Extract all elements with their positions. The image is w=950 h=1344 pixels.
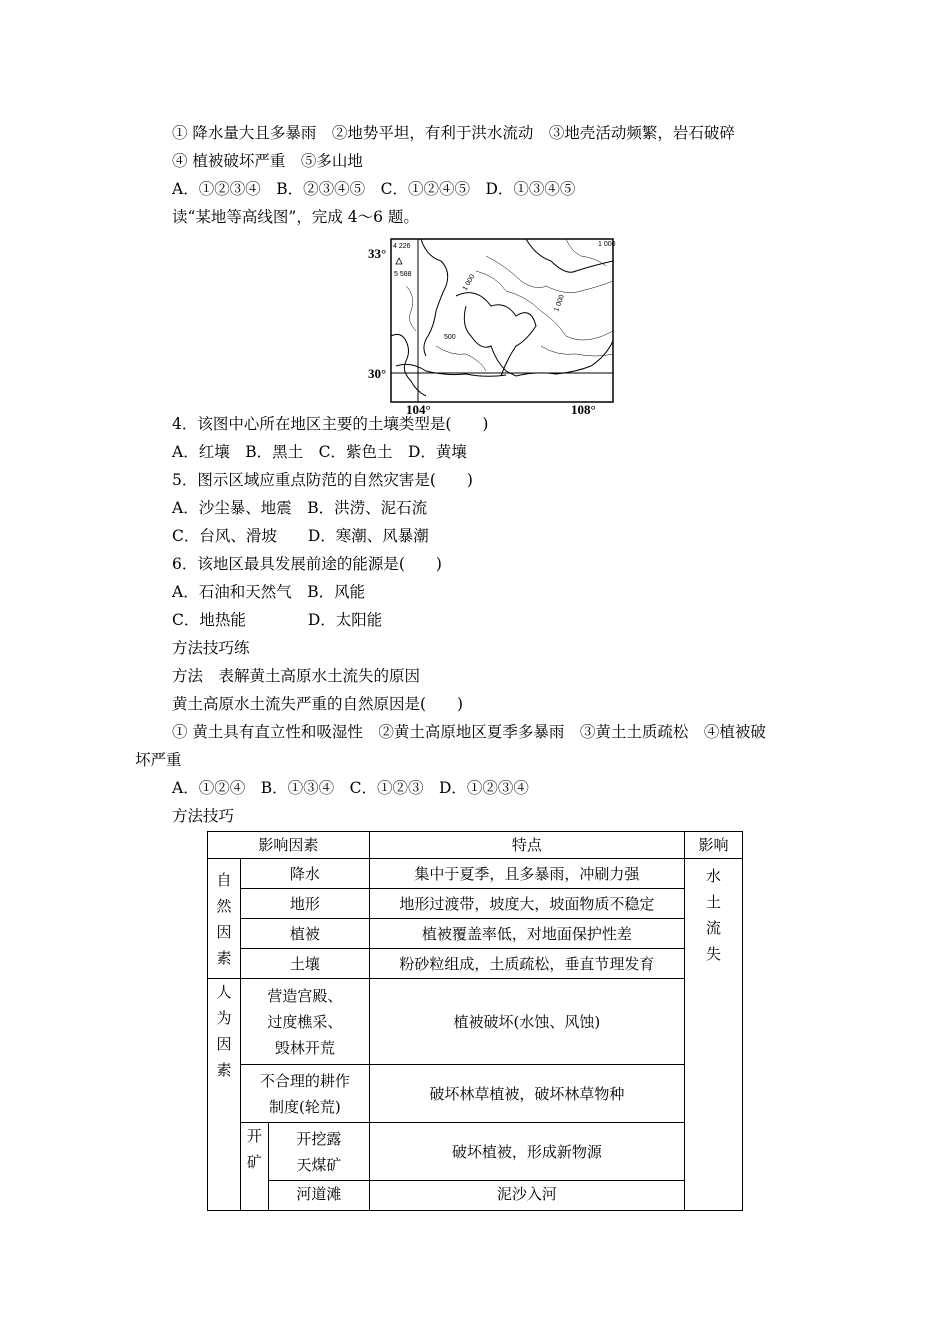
option-line-2: ④ 植被破坏严重 ⑤多山地 — [172, 152, 363, 170]
header-factor: 影响因素 — [208, 832, 370, 859]
header-effect: 影响 — [685, 832, 743, 859]
feature-text: 集中于夏季，且多暴雨，冲刷力强 — [369, 859, 684, 889]
table-row — [208, 889, 743, 919]
factor-vegetation: 植被 — [240, 919, 369, 949]
question-6-options-cd: C．地热能 D．太阳能 — [172, 611, 383, 629]
table-row — [208, 979, 743, 1065]
factor-farming: 不合理的耕作 制度(轮荒) — [240, 1065, 369, 1123]
effect-label: 水 土 流 失 — [685, 859, 743, 1211]
question-6-options-ab: A．石油和天然气 B．风能 — [172, 583, 366, 601]
lat-bottom-label: 30° — [368, 366, 387, 381]
lon-left-label: 104° — [406, 402, 431, 416]
feature-text: 泥沙入河 — [369, 1181, 684, 1211]
human-factor-label: 人 为 因 素 — [208, 979, 241, 1211]
elev-label: 1 000 — [553, 293, 566, 313]
mining-label: 开 矿 — [240, 1123, 268, 1211]
lat-top-label: 33° — [368, 246, 387, 261]
table-row — [208, 1065, 743, 1123]
natural-factor-label: 自 然 因 素 — [208, 859, 241, 979]
elev-label: 1 000 — [598, 241, 616, 248]
section-heading: 方法技巧练 — [172, 639, 250, 657]
option-line-1: ① 降水量大且多暴雨 ②地势平坦，有利于洪水流动 ③地壳活动频繁，岩石破碎 — [172, 124, 735, 142]
question-4-options: A．红壤 B．黑土 C．紫色土 D．黄壤 — [172, 443, 467, 461]
header-feature: 特点 — [369, 832, 684, 859]
method-option-line-2: 坏严重 — [135, 751, 182, 769]
factor-precipitation: 降水 — [240, 859, 369, 889]
factor-deforestation: 营造宫殿、 过度樵采、 毁林开荒 — [240, 979, 369, 1065]
feature-text: 植被破坏(水蚀、风蚀) — [369, 979, 684, 1065]
map-instruction: 读“某地等高线图”，完成 4～6 题。 — [172, 208, 419, 226]
method-option-line-1: ① 黄土具有直立性和吸湿性 ②黄土高原地区夏季多暴雨 ③黄土土质疏松 ④植被破 — [172, 723, 766, 741]
elev-label: 500 — [444, 334, 456, 341]
method-tips-heading: 方法技巧 — [172, 807, 235, 825]
table-row — [208, 1181, 743, 1211]
factor-terrain: 地形 — [240, 889, 369, 919]
method-answer-choices: A．①②④ B．①③④ C．①②③ D．①②③④ — [172, 779, 529, 797]
table-row — [208, 949, 743, 979]
contour-map — [366, 236, 626, 416]
factors-table — [207, 831, 743, 1211]
method-title: 方法 表解黄土高原水土流失的原因 — [172, 667, 421, 685]
peak-icon — [396, 258, 402, 264]
question-5: 5．图示区域应重点防范的自然灾害是( ) — [172, 471, 473, 489]
factor-soil: 土壤 — [240, 949, 369, 979]
question-5-options-ab: A．沙尘暴、地震 B．洪涝、泥石流 — [172, 499, 428, 517]
feature-text: 破坏植被，形成新物源 — [369, 1123, 684, 1181]
feature-text: 地形过渡带，坡度大，坡面物质不稳定 — [369, 889, 684, 919]
feature-text: 粉砂粒组成，土质疏松，垂直节理发育 — [369, 949, 684, 979]
elev-label: 1 000 — [461, 273, 477, 292]
table-row — [208, 1123, 743, 1181]
question-5-options-cd: C．台风、滑坡 D．寒潮、风暴潮 — [172, 527, 429, 545]
answer-choices-3: A．①②③④ B．②③④⑤ C．①②④⑤ D．①③④⑤ — [172, 180, 576, 198]
lon-right-label: 108° — [571, 402, 596, 416]
feature-text: 植被覆盖率低，对地面保护性差 — [369, 919, 684, 949]
factor-riverbed: 河道滩 — [268, 1181, 369, 1211]
elev-label: 4 226 — [393, 243, 411, 250]
table-row — [208, 859, 743, 889]
feature-text: 破坏林草植被，破坏林草物种 — [369, 1065, 684, 1123]
question-6: 6．该地区最具发展前途的能源是( ) — [172, 555, 442, 573]
table-row — [208, 919, 743, 949]
table-header-row — [208, 832, 743, 859]
question-4: 4．该图中心所在地区主要的土壤类型是( ) — [172, 415, 489, 433]
map-frame — [391, 239, 613, 402]
method-question: 黄土高原水土流失严重的自然原因是( ) — [172, 695, 464, 713]
elev-label: 5 588 — [394, 271, 412, 278]
factor-open-pit: 开挖露 天煤矿 — [268, 1123, 369, 1181]
